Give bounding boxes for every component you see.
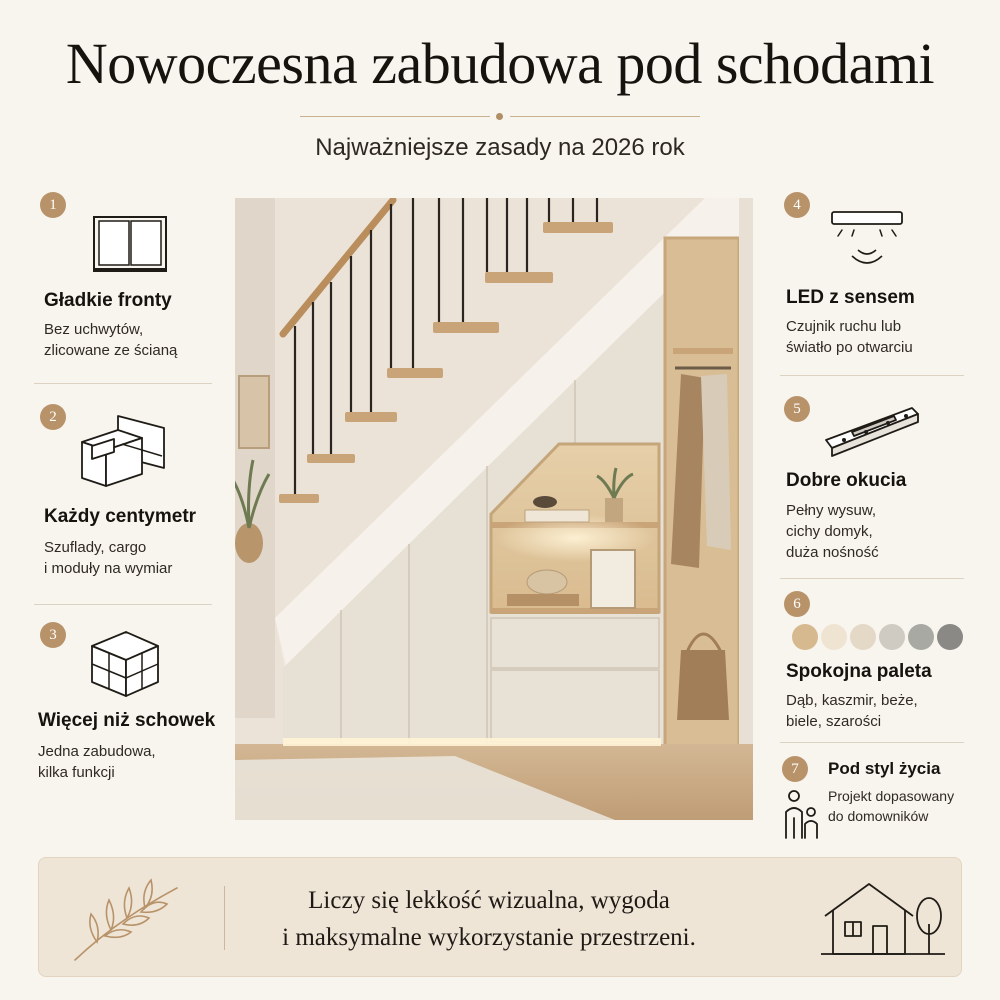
feature-2-description: Szuflady, cargo i moduły na wymiar [44,539,173,577]
color-swatch [879,624,905,650]
separator [34,383,212,384]
feature-6-badge: 6 [784,591,810,617]
feature-3-title: Więcej niż schowek [38,710,216,731]
feature-1-description: Bez uchwytów, zlicowane ze ścianą [44,321,178,359]
feature-5-description: Pełny wysuw, cichy domyk, duża nośność [786,502,879,561]
flat-cabinet-fronts-icon [92,215,168,273]
led-motion-sensor-icon [828,208,908,274]
feature-5-title: Dobre okucia [786,470,907,491]
feature-1-title: Gładkie fronty [44,290,172,311]
feature-7-title: Pod styl życia [828,759,941,778]
title-divider [300,116,700,118]
feature-7-description: Projekt dopasowany do domowników [828,788,955,824]
feature-2-badge: 2 [40,404,66,430]
footer-quote: Liczy się lekkość wizualna, wygoda i maksymalne wykorzystanie przestrzeni. [282,887,696,951]
page-title: Nowoczesna zabudowa pod schodami [65,31,935,96]
color-swatch [792,624,818,650]
separator [780,375,964,376]
feature-7-badge: 7 [782,756,808,782]
modular-cube-icon [86,628,164,700]
under-stairs-cabinet-photo [235,198,753,820]
feature-3-badge: 3 [40,622,66,648]
feature-6-description: Dąb, kaszmir, beże, biele, szarości [786,692,918,730]
color-swatch [821,624,847,650]
feature-6-title: Spokojna paleta [786,661,932,682]
family-icon [780,788,822,840]
feature-3-description: Jedna zabudowa, kilka funkcji [38,743,156,781]
separator [780,578,964,579]
house-with-tree-icon [819,876,947,960]
footer-banner [38,857,962,977]
feature-4-description: Czujnik ruchu lub światło po otwarciu [786,318,913,356]
footer-divider [224,886,225,950]
page-subtitle: Najważniejsze zasady na 2026 rok [315,134,685,161]
color-swatch [850,624,876,650]
drawer-slide-rail-icon [822,402,922,458]
feature-5-badge: 5 [784,396,810,422]
feature-4-title: LED z sensem [786,287,915,308]
olive-branch-icon [67,870,187,966]
feature-2-title: Każdy centymetr [44,506,197,527]
separator [34,604,212,605]
color-swatch [937,624,963,650]
color-swatch [908,624,934,650]
feature-4-badge: 4 [784,192,810,218]
separator [780,742,964,743]
feature-1-badge: 1 [40,192,66,218]
open-drawer-icon [78,412,170,492]
